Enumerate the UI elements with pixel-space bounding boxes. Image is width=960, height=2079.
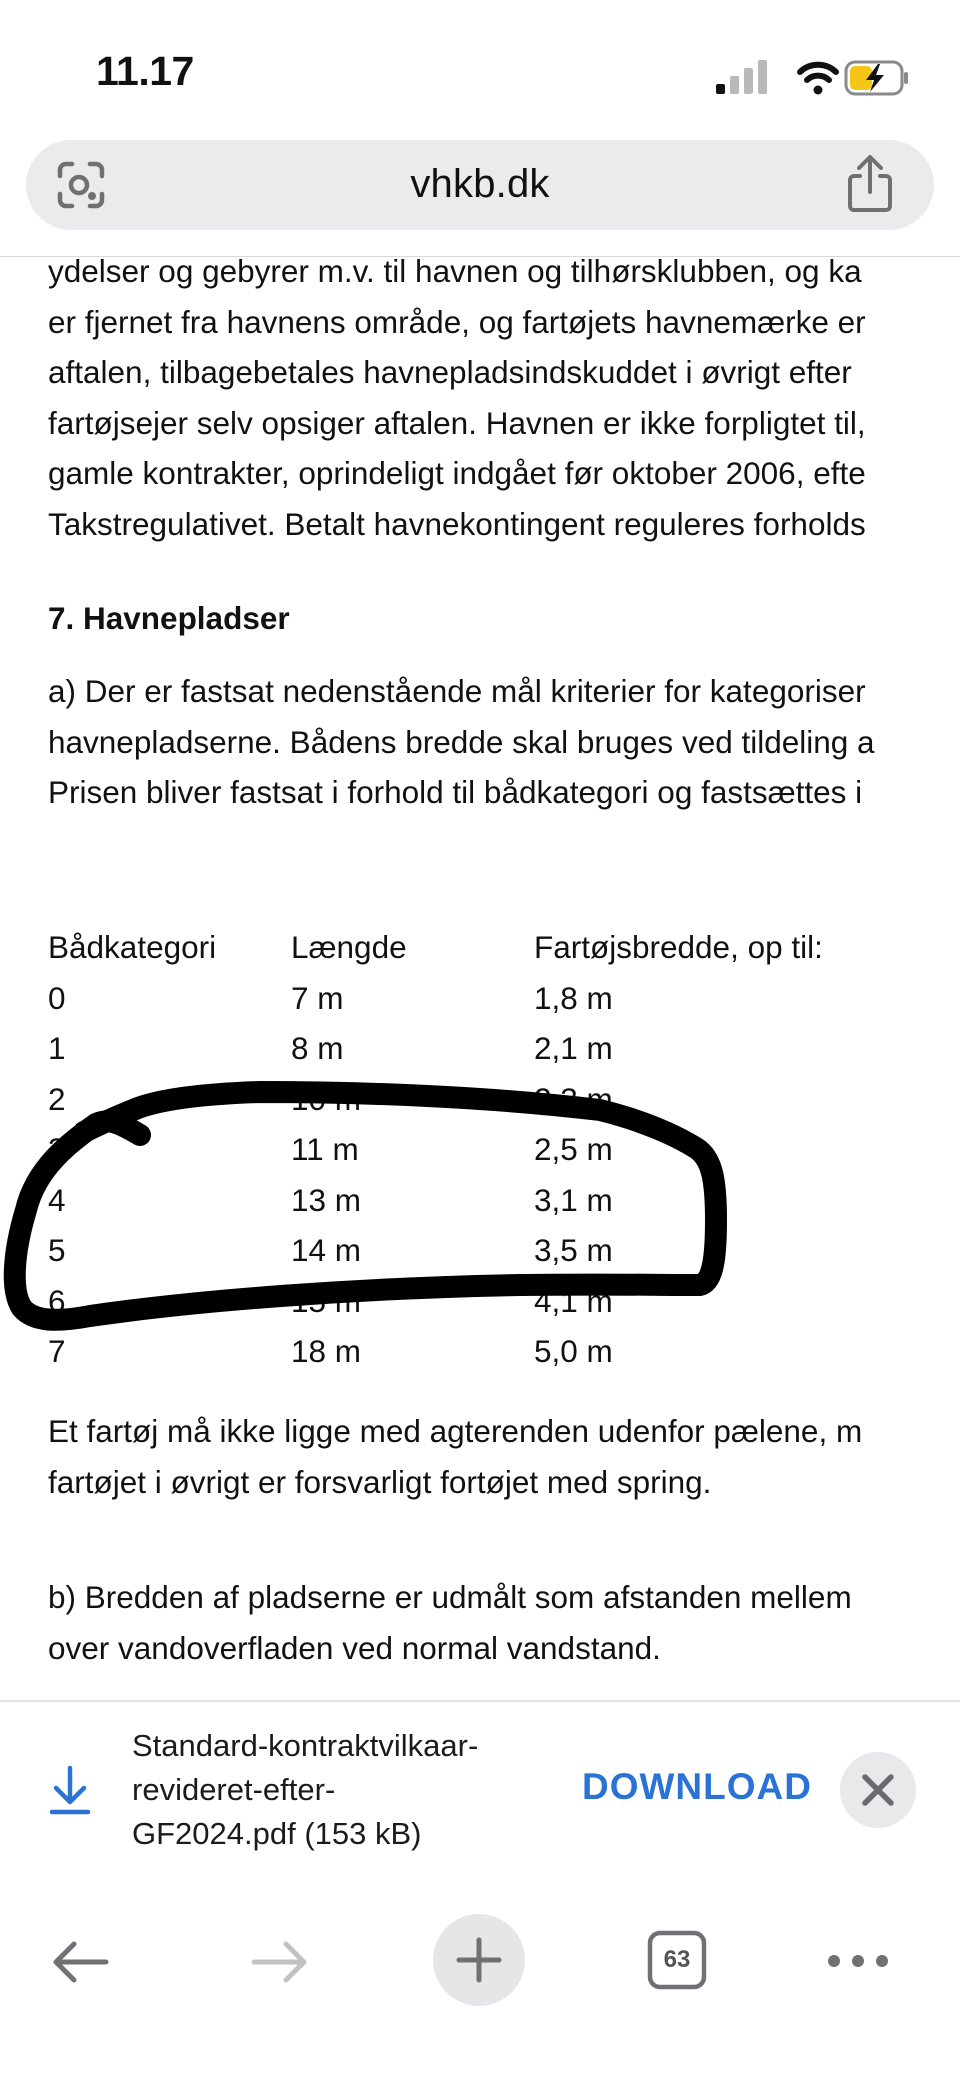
table-cell: 2 [48, 1080, 66, 1117]
paragraph-line: Takstregulativet. Betalt havnekontingent reguleres forholds [48, 505, 866, 542]
bottom-toolbar [0, 1880, 960, 2079]
close-icon [840, 1752, 916, 1828]
cellular-signal-icon [716, 60, 767, 94]
back-arrow-icon [48, 1930, 112, 1994]
more-icon [826, 1946, 890, 1976]
paragraph-b [48, 1572, 852, 1673]
table-cell: 8 m [291, 1030, 344, 1066]
download-file-name [132, 1724, 562, 1856]
top-paragraph [48, 246, 960, 549]
table-cell: 1 [48, 1030, 66, 1066]
table-cell: 14 m [291, 1232, 362, 1268]
download-bar [0, 1700, 960, 1882]
table-cell: 7 [48, 1333, 66, 1369]
intro-paragraph [48, 666, 875, 818]
table-cell: 2,1 m [534, 1030, 613, 1066]
table-cell: 0 [48, 979, 66, 1016]
table-cell: 4 [48, 1181, 66, 1218]
table-cell: 15 m [291, 1282, 362, 1319]
table-cell: 3 [48, 1131, 66, 1167]
section-heading: 7. Havnepladser [48, 600, 290, 636]
paragraph-line: Et fartøj må ikke ligge med agterenden udenfor pælene, m [48, 1413, 863, 1449]
table-cell: 2,3 m [534, 1080, 613, 1117]
status-bar [0, 0, 960, 130]
paragraph-line: er fjernet fra havnens område, og fartøjets havnemærke er [48, 303, 866, 340]
table-cell: 3,5 m [534, 1232, 613, 1268]
table-cell: 11 m [291, 1131, 359, 1167]
table-cell: 5,0 m [534, 1333, 613, 1369]
table-cell: 7 m [291, 979, 344, 1016]
wifi-icon [800, 65, 836, 95]
paragraph-line: havnepladserne. Bådens bredde skal bruges ved tildeling a [48, 723, 875, 760]
download-button[interactable]: DOWNLOAD [582, 1766, 812, 1807]
file-name-line: revideret-efter- [132, 1772, 336, 1807]
plus-icon [433, 1914, 525, 2006]
paragraph-line: fartøjsejer selv opsiger aftalen. Havnen er ikke forpligtet til, [48, 404, 866, 441]
paragraph-line: ydelser og gebyrer m.v. til havnen og tilhørsklubben, og ka [48, 253, 862, 289]
new-tab-button[interactable] [433, 1914, 525, 2006]
paragraph-line: gamle kontrakter, oprindeligt indgået før oktober 2006, efte [48, 455, 866, 491]
table-cell: 13 m [291, 1181, 362, 1218]
paragraph-line: a) Der er fastsat nedenstående mål kriterier for kategoriser [48, 673, 866, 709]
address-bar[interactable] [26, 140, 934, 230]
more-button[interactable] [826, 1946, 890, 1976]
column-header: Længde [291, 929, 407, 965]
url-text[interactable]: vhkb.dk [410, 162, 550, 206]
table-cell: 1,8 m [534, 979, 613, 1016]
forward-button[interactable] [248, 1930, 312, 1994]
paragraph-line: aftalen, tilbagebetales havnepladsindskuddet i øvrigt efter [48, 354, 852, 390]
status-icons [712, 54, 912, 98]
table-cell: 5 [48, 1232, 66, 1268]
table-cell: 3,1 m [534, 1181, 613, 1218]
file-name-line: GF2024.pdf (153 kB) [132, 1816, 422, 1851]
share-icon[interactable] [844, 154, 896, 214]
paragraph-line: Prisen bliver fastsat i forhold til bådkategori og fastsættes i [48, 774, 863, 810]
paragraph-line: b) Bredden af pladserne er udmålt som afstanden mellem [48, 1579, 852, 1615]
paragraph-line: over vandoverfladen ved normal vandstand. [48, 1629, 661, 1666]
table-cell: 6 [48, 1282, 66, 1319]
table-cell: 4,1 m [534, 1282, 613, 1319]
battery-charging-icon [846, 62, 908, 94]
status-time: 11.17 [96, 48, 194, 94]
forward-arrow-icon [248, 1930, 312, 1994]
back-button[interactable] [48, 1930, 112, 1994]
file-name-line: Standard-kontraktvilkaar- [132, 1728, 479, 1763]
tabs-count: 63 [663, 1946, 691, 1973]
close-download-button[interactable] [840, 1752, 916, 1828]
after-table-paragraph [48, 1406, 862, 1507]
column-header: Bådkategori [48, 929, 217, 965]
table-cell: 10 m [291, 1080, 362, 1117]
tabs-button[interactable] [646, 1929, 708, 1991]
table-cell: 18 m [291, 1333, 362, 1369]
download-arrow-icon[interactable] [48, 1764, 92, 1816]
table-cell: 2,5 m [534, 1131, 613, 1167]
paragraph-line: fartøjet i øvrigt er forsvarligt fortøjet med spring. [48, 1463, 712, 1500]
page-content [48, 246, 960, 1686]
column-header: Fartøjsbredde, op til: [534, 929, 823, 965]
